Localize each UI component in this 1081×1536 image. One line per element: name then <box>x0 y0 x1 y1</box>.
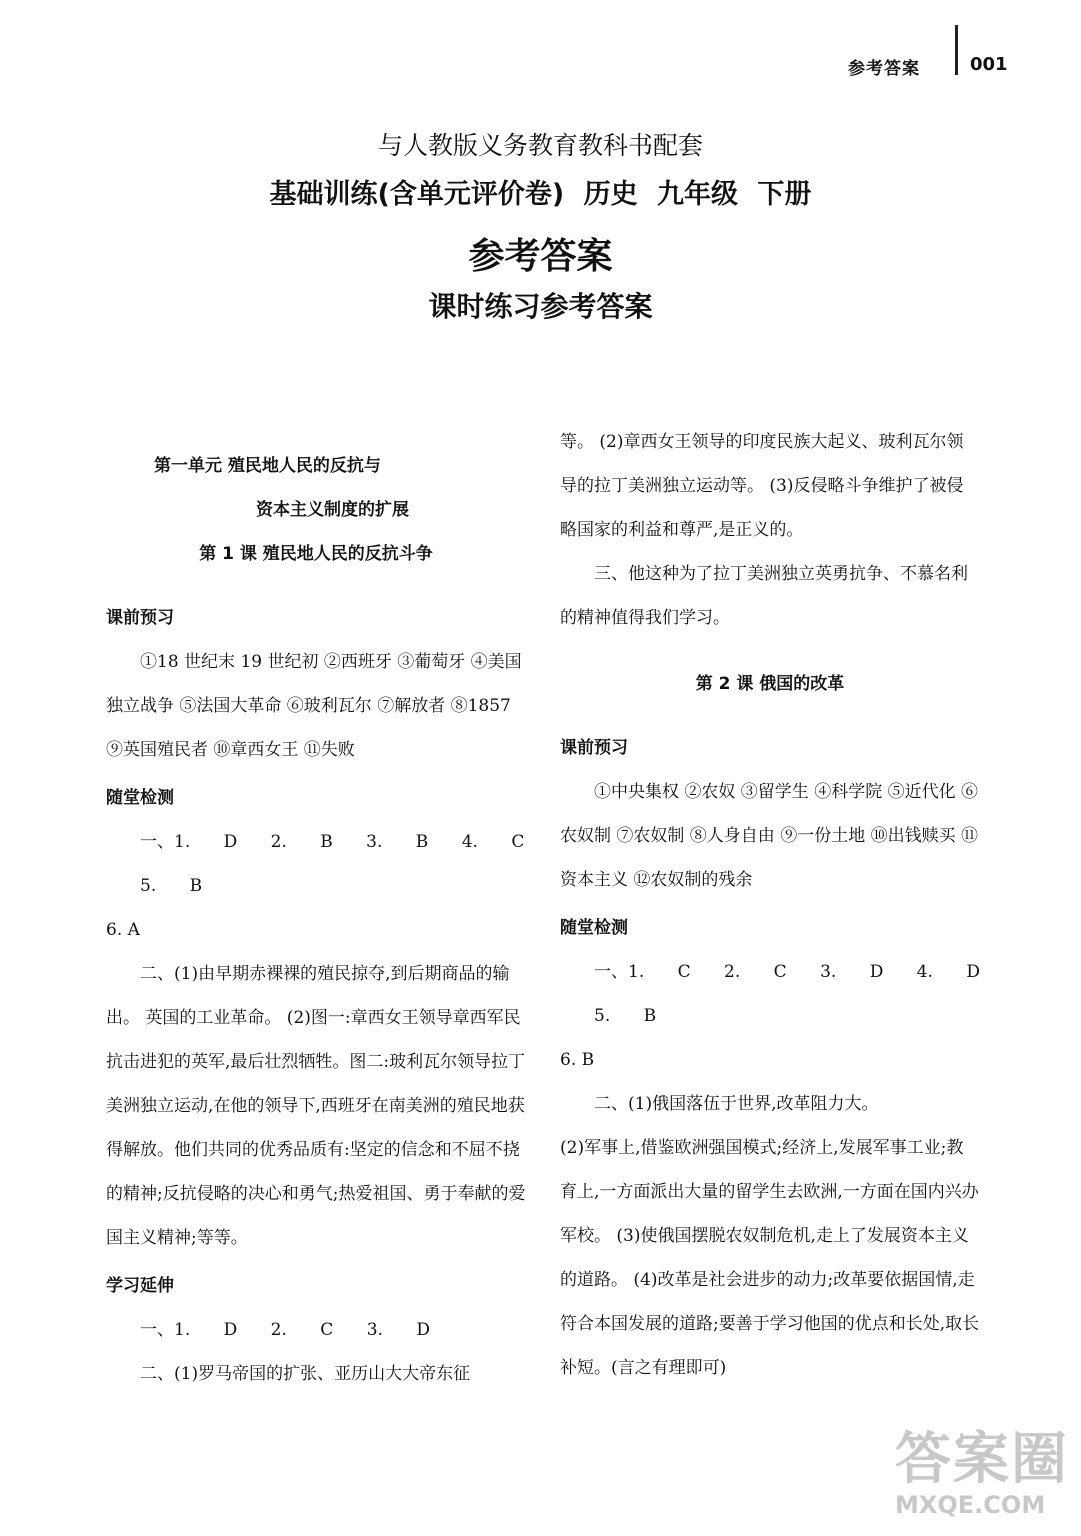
watermark-logo <box>895 1427 1075 1530</box>
check-mcq-answer-6: 6. A <box>106 920 140 940</box>
lesson-1-title: 第 1 课 殖民地人民的反抗斗争 <box>199 544 433 564</box>
section-check: 随堂检测 <box>106 788 174 808</box>
left-column <box>106 420 526 1396</box>
lesson-answers-title: 课时练习参考答案 <box>428 290 653 323</box>
preview-answers: ①中央集权 ②农奴 ③留学生 ④科学院 ⑤近代化 ⑥农奴制 ⑦农奴制 ⑧人身自由 ⑨一份土地 ⑩出钱赎买 ⑪资本主义 ⑫农奴制的残余 <box>560 782 979 890</box>
section-extend: 学习延伸 <box>106 1276 174 1296</box>
extend-mcq-answers: 一、1. D 2. C 3. D <box>140 1320 430 1340</box>
extend-q2-answer: 二、(1)罗马帝国的扩张、亚历山大大帝东征 <box>140 1364 471 1384</box>
preview-answers: ①18 世纪末 19 世纪初 ②西班牙 ③葡萄牙 ④美国独立战争 ⑤法国大革命 ⑥玻利瓦尔 ⑦解放者 ⑧1857 ⑨英国殖民者 ⑩章西女王 ⑪失败 <box>106 652 522 760</box>
check-q2-answer: 二、(1)由早期赤裸裸的殖民掠夺,到后期商品的输出。 英国的工业革命。 (2)图一:章西女王领导章西军民抗击进犯的英军,最后壮烈牺牲。图二:玻利瓦尔领导拉丁美洲独立运动,在他的领导下,西班牙在南美洲的殖民地获得解放。他们共同的优秀品质有:坚定的信念和不屈不挠的精神;反抗侵略的决心和勇气;热爱祖国、勇于奉献的爱国主义精神;等等。 <box>106 964 526 1248</box>
series-title: 与人教版义务教育教科书配套 <box>377 131 703 160</box>
check-q2-answer-cont: (2)军事上,借鉴欧洲强国模式;经济上,发展军事工业;教育上,一方面派出大量的留学生去欧洲,一方面在国内兴办军校。 (3)使俄国摆脱农奴制危机,走上了发展资本主义的道路。 (4)改革是社会进步的动力;改革要依据国情,走符合本国发展的道路;要善于学习他国的优点和长处,取长补短。(言之有理即可) <box>560 1138 980 1378</box>
watermark-url: MXQE.COM <box>895 1491 1046 1519</box>
watermark-text: 答案圈 <box>895 1427 1069 1492</box>
section-label: 参考答案 <box>848 59 920 79</box>
check-q2-answer: 二、(1)俄国落伍于世界,改革阻力大。 <box>594 1094 879 1114</box>
unit-heading-line2: 资本主义制度的扩展 <box>256 500 409 520</box>
book-title: 基础训练(含单元评价卷) 历史 九年级 下册 <box>269 179 812 210</box>
unit-heading-line1: 第一单元 殖民地人民的反抗与 <box>154 456 381 476</box>
check-mcq-answer-6: 6. B <box>560 1050 595 1070</box>
check-mcq-answers: 一、1. C 2. C 3. D 4. D 5. B <box>594 962 980 1026</box>
right-column <box>560 420 980 1390</box>
section-check: 随堂检测 <box>560 918 628 938</box>
continued-answer: 等。 (2)章西女王领导的印度民族大起义、玻利瓦尔领导的拉丁美洲独立运动等。 (3)反侵略斗争维护了被侵略国家的利益和尊严,是正义的。 <box>560 432 964 540</box>
answer-title: 参考答案 <box>468 236 613 277</box>
page-number: 001 <box>970 54 1008 75</box>
header-divider <box>955 25 958 75</box>
q3-answer: 三、他这种为了拉丁美洲独立英勇抗争、不慕名利的精神值得我们学习。 <box>560 564 968 628</box>
section-preview: 课前预习 <box>106 608 174 628</box>
lesson-2-title: 第 2 课 俄国的改革 <box>695 674 845 694</box>
section-preview: 课前预习 <box>560 738 628 758</box>
check-mcq-answers: 一、1. D 2. B 3. B 4. C 5. B <box>140 832 525 896</box>
